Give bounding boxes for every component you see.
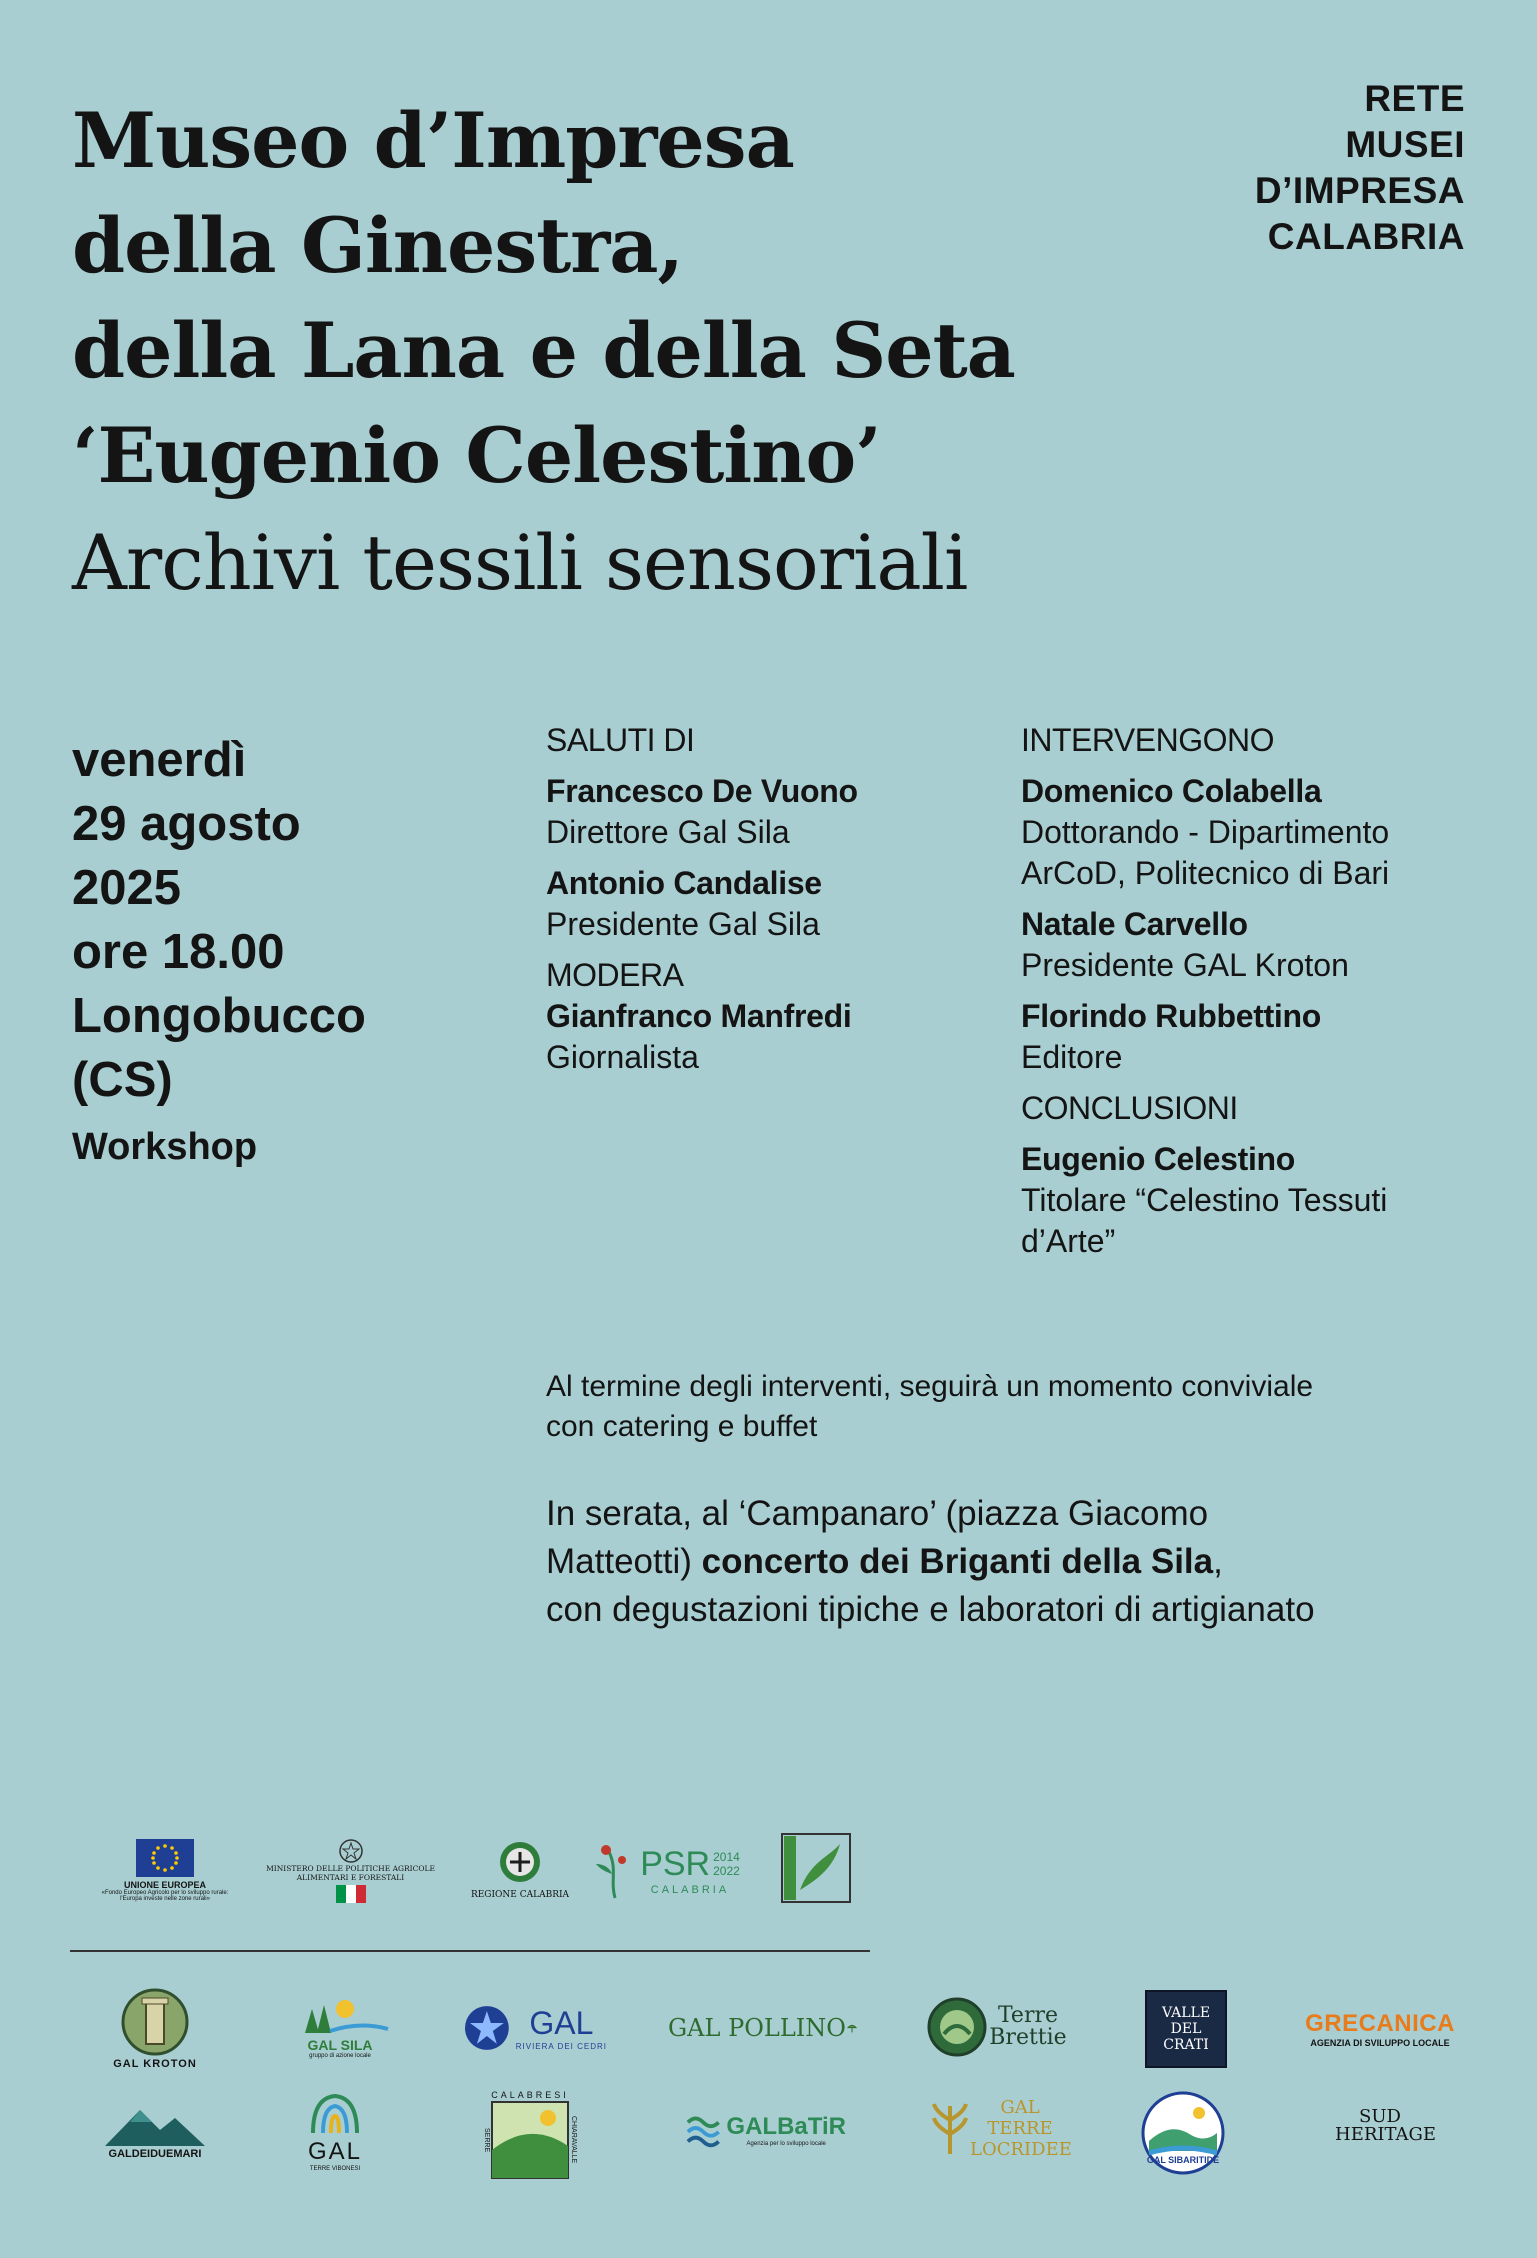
mountains-icon <box>100 2104 210 2148</box>
network-line: RETE <box>1364 78 1465 119</box>
speaker-name: Antonio Candalise <box>546 865 822 901</box>
network-line: CALABRIA <box>1267 216 1465 257</box>
gal-label: GALBaTiR <box>726 2113 846 2140</box>
gal-terre-vibonesi-logo <box>290 2080 380 2180</box>
gal-sila-logo <box>280 1990 400 2065</box>
intervengono-heading: INTERVENGONO <box>1021 722 1274 758</box>
conclusioni-heading: CONCLUSIONI <box>1021 1090 1238 1126</box>
event-title <box>72 88 1212 618</box>
gal-label: GAL KROTON <box>113 2058 197 2070</box>
speaker-role: Presidente Gal Sila <box>546 906 820 942</box>
evening-line: In serata, al ‘Campanaro’ (piazza Giacomo <box>546 1494 1209 1533</box>
gal-label: GAL POLLINO <box>668 2013 846 2042</box>
catering-line: Al termine degli interventi, seguirà un momento conviviale <box>546 1370 1314 1403</box>
speaker-name: Francesco De Vuono <box>546 773 858 809</box>
event-date: 29 agosto <box>72 797 301 851</box>
gal-serre-calabresi-logo <box>475 2080 585 2190</box>
locridee-leaf-icon <box>930 2100 970 2156</box>
gal-sublabel: Agenzia per lo sviluppo locale <box>746 2141 826 2147</box>
serre-landscape-icon <box>490 2100 570 2180</box>
ministry-logo <box>248 1830 453 1910</box>
speaker-role: Direttore Gal Sila <box>546 814 790 850</box>
ministry-name: ALIMENTARI E FORESTALI <box>296 1872 405 1882</box>
terre-brettie-logo <box>922 1992 1072 2062</box>
eu-flag-icon <box>136 1839 194 1877</box>
psr-years: 2022 <box>713 1864 740 1878</box>
gal-riviera-logo <box>462 1998 607 2058</box>
modera-heading: MODERA <box>546 957 684 993</box>
grecanica-logo <box>1295 2008 1465 2050</box>
leader-logo <box>778 1830 854 1906</box>
psr-plant-icon <box>590 1840 640 1900</box>
event-time: ore 18.00 <box>72 925 285 979</box>
gal-label: GALDEIDUEMARI <box>108 2148 202 2160</box>
psr-years: 2014 <box>713 1850 740 1864</box>
event-day: venerdì <box>72 733 247 787</box>
gal-sublabel: SERRE <box>483 2127 490 2153</box>
gal-sublabel: AGENZIA DI SVILUPPO LOCALE <box>1310 2038 1450 2048</box>
speaker-name: Domenico Colabella <box>1021 773 1322 809</box>
concluding-speaker-name: Eugenio Celestino <box>1021 1141 1296 1177</box>
gal-kroton-logo <box>100 1978 210 2078</box>
eu-title: UNIONE EUROPEA <box>123 1879 206 1890</box>
concluding-speaker-role: Titolare “Celestino Tessuti <box>1021 1182 1388 1218</box>
evening-text: Matteotti) <box>546 1542 702 1581</box>
event-place: Longobucco <box>72 989 366 1043</box>
greetings-column <box>546 720 986 1078</box>
event-details <box>72 728 432 1172</box>
eu-logo <box>75 1830 255 1910</box>
riviera-star-icon <box>462 2003 512 2053</box>
calabria-shield-icon <box>497 1840 543 1890</box>
valle-del-crati-logo <box>1145 1990 1227 2068</box>
event-type: Workshop <box>72 1126 258 1168</box>
sila-trees-icon <box>290 1997 390 2037</box>
gal-label: GRECANICA <box>1305 2010 1455 2037</box>
title-line-2: della Ginestra, <box>72 201 683 290</box>
gal-pollino-logo <box>668 2005 858 2050</box>
regione-calabria-logo <box>465 1830 575 1910</box>
moderator-role: Giornalista <box>546 1039 699 1075</box>
italy-flag-icon <box>336 1885 366 1903</box>
title-line-4: ‘Eugenio Celestino’ <box>72 411 881 500</box>
concert-highlight: concerto dei Briganti della Sila <box>701 1542 1214 1581</box>
eu-caption: l'Europa investe nelle zone rurali» <box>120 1895 210 1902</box>
sud-heritage-logo <box>1305 2106 1455 2146</box>
kroton-column-icon <box>119 1986 191 2058</box>
gal-sublabel: RIVIERA DEI CEDRI <box>515 2042 607 2051</box>
evening-note <box>546 1490 1506 1634</box>
concluding-speaker-role: d’Arte” <box>1021 1223 1116 1259</box>
logo-divider <box>70 1950 870 1952</box>
speaker-name: Natale Carvello <box>1021 906 1248 942</box>
evening-line: con degustazioni tipiche e laboratori di artigianato <box>546 1590 1315 1629</box>
region-label: REGIONE CALABRIA <box>470 1890 570 1900</box>
event-province: (CS) <box>72 1053 173 1107</box>
gal-batir-logo <box>686 2105 846 2155</box>
speaker-name: Florindo Rubbettino <box>1021 998 1322 1034</box>
gal-label: Terre Brettie <box>989 2003 1067 2050</box>
catering-note <box>546 1367 1446 1447</box>
speaker-role: Editore <box>1021 1039 1123 1075</box>
gal-label: GAL <box>307 2138 363 2165</box>
eu-caption: «Fondo Europeo Agricolo per lo sviluppo rurale: <box>101 1889 229 1896</box>
gal-label: CALABRESI <box>491 2090 569 2100</box>
pollino-tree-icon <box>846 2013 858 2043</box>
gal-sublabel: gruppo di azione locale <box>309 2052 371 2059</box>
saluti-heading: SALUTI DI <box>546 722 695 758</box>
gal-label: VALLE DEL CRATI <box>1161 2005 1211 2053</box>
evening-line <box>546 1538 1506 1586</box>
speaker-role: Dottorando - Dipartimento <box>1021 814 1390 850</box>
brettie-emblem-icon <box>926 1996 988 2058</box>
catering-line: con catering e buffet <box>546 1410 818 1443</box>
title-line-3: della Lana e della Seta <box>72 306 1015 395</box>
vibonesi-fingerprint-icon <box>303 2088 367 2138</box>
republic-emblem-icon <box>338 1838 364 1864</box>
gal-dei-due-mari-logo <box>95 2096 215 2168</box>
gal-label: GAL <box>529 2005 594 2041</box>
psr-label: CALABRIA <box>650 1883 730 1896</box>
gal-sublabel: TERRE VIBONESI <box>309 2166 361 2172</box>
event-subtitle: Archivi tessili sensoriali <box>72 518 968 607</box>
gal-label: GAL TERRE LOCRIDEE <box>970 2096 1072 2160</box>
gal-label: GAL SILA <box>307 2036 373 2053</box>
batir-waves-icon <box>686 2112 722 2148</box>
ministry-name: MINISTERO DELLE POLITICHE AGRICOLE <box>266 1863 435 1873</box>
speaker-role: ArCoD, Politecnico di Bari <box>1021 855 1390 891</box>
gal-label: SUD HERITAGE <box>1335 2106 1437 2145</box>
psr-mark: PSR <box>640 1844 711 1883</box>
gal-terre-locridee-logo <box>925 2095 1075 2161</box>
gal-label: GAL SIBARITIDE <box>1146 2155 1220 2165</box>
leader-icon <box>780 1832 852 1904</box>
event-year: 2025 <box>72 861 182 915</box>
psr-logo <box>585 1830 745 1910</box>
moderator-name: Gianfranco Manfredi <box>546 998 852 1034</box>
network-line: D’IMPRESA <box>1254 170 1465 211</box>
network-line: MUSEI <box>1345 124 1465 165</box>
network-label <box>1255 76 1465 260</box>
gal-sibaritide-logo <box>1138 2085 1228 2171</box>
speaker-role: Presidente GAL Kroton <box>1021 947 1349 983</box>
title-line-1: Museo d’Impresa <box>72 96 794 185</box>
speakers-column <box>1021 720 1481 1262</box>
gal-sublabel: CHIARAVALLE <box>570 2116 577 2164</box>
evening-text: , <box>1213 1542 1223 1581</box>
